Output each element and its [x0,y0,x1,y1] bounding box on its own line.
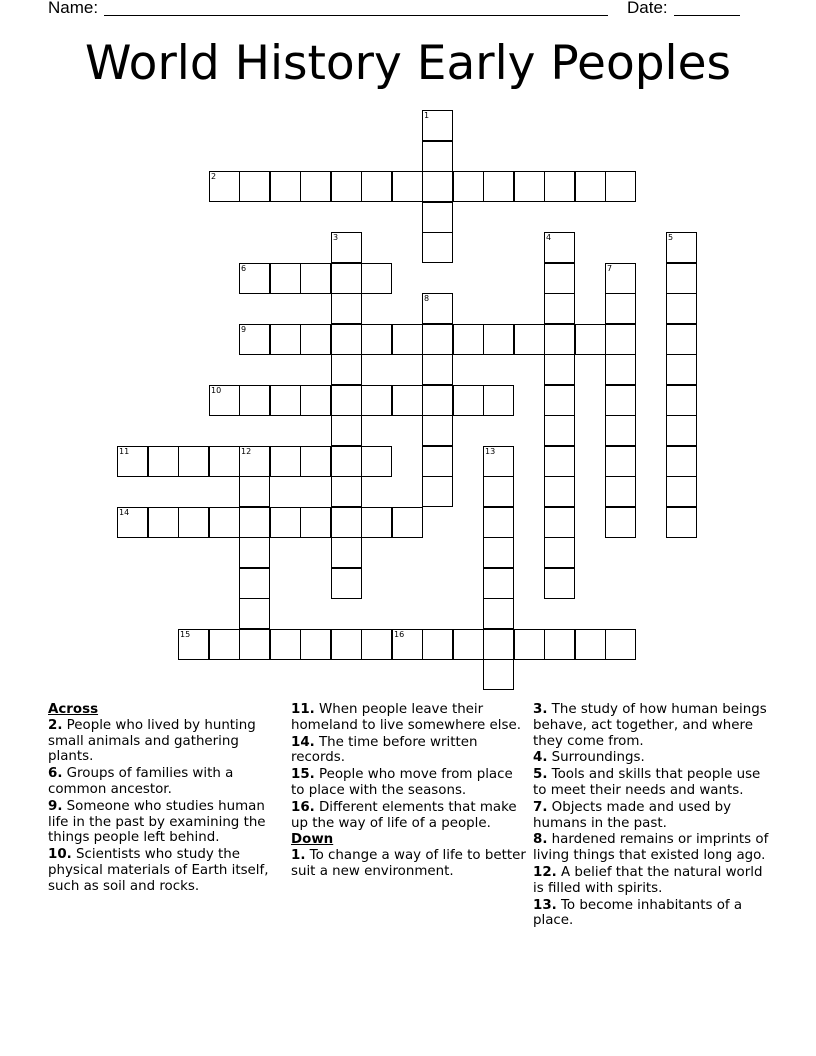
clue-down-3: 3. The study of how human beings behave, act together, and where they come from. [533,702,767,749]
grid-cell[interactable] [239,568,270,599]
grid-cell[interactable] [300,263,331,294]
grid-cell[interactable] [331,324,362,355]
clue-number: 1 [424,111,430,120]
clue-number: 5 [668,233,674,242]
clue-number: 8 [424,294,430,303]
grid-cell[interactable] [605,507,636,538]
grid-cell[interactable] [453,629,484,660]
grid-cell[interactable] [178,507,209,538]
grid-cell[interactable] [605,446,636,477]
grid-cell[interactable] [483,476,514,507]
grid-cell[interactable] [239,629,270,660]
grid-cell[interactable] [239,537,270,568]
clue-across-14: 14. The time before written records. [291,734,478,766]
grid-cell[interactable] [392,507,423,538]
grid-cell[interactable] [422,629,453,660]
grid-cell[interactable] [270,385,301,416]
grid-cell[interactable] [361,263,392,294]
grid-cell[interactable] [575,171,606,202]
grid-cell[interactable] [483,537,514,568]
grid-cell[interactable] [361,171,392,202]
grid-cell[interactable] [666,476,697,507]
grid-cell[interactable] [483,629,514,660]
grid-cell[interactable] [239,385,270,416]
grid-cell[interactable] [483,171,514,202]
clue-number: 2 [211,172,217,181]
clue-across-10: 10. Scientists who study the physical materials of Earth itself, such as soil and rocks. [48,847,269,894]
grid-cell[interactable] [300,629,331,660]
grid-cell[interactable] [270,629,301,660]
grid-cell[interactable] [483,659,514,690]
grid-cell[interactable] [331,232,362,263]
grid-cell[interactable] [300,171,331,202]
grid-cell[interactable] [422,110,453,141]
clue-across-2: 2. People who lived by hunting small animals and gathering plants. [48,717,256,765]
grid-cell[interactable] [544,476,575,507]
grid-cell[interactable] [422,476,453,507]
date-label: Date: [627,0,668,17]
clue-column-3 [533,702,773,930]
grid-cell[interactable] [300,446,331,477]
grid-cell[interactable] [270,446,301,477]
clue-down-5: 5. Tools and skills that people use to meet their needs and wants. [533,767,761,798]
grid-cell[interactable] [331,293,362,324]
clue-down-4: 4. Surroundings. [533,750,645,766]
grid-cell[interactable] [239,476,270,507]
grid-cell[interactable] [300,385,331,416]
clue-number: 14 [119,508,130,517]
grid-cell[interactable] [331,385,362,416]
grid-cell[interactable] [544,171,575,202]
grid-cell[interactable] [605,293,636,324]
grid-cell[interactable] [666,324,697,355]
grid-cell[interactable] [209,507,240,538]
grid-cell[interactable] [544,568,575,599]
grid-cell[interactable] [422,446,453,477]
grid-cell[interactable] [270,507,301,538]
grid-cell[interactable] [605,354,636,385]
clue-number: 13 [485,447,496,456]
grid-cell[interactable] [483,598,514,629]
grid-cell[interactable] [544,232,575,263]
grid-cell[interactable] [483,568,514,599]
clue-across-16: 16. Different elements that make up the way of life of a people. [291,799,517,831]
grid-cell[interactable] [605,385,636,416]
grid-cell[interactable] [666,232,697,263]
grid-cell[interactable] [270,171,301,202]
clue-number: 11 [119,447,130,456]
grid-cell[interactable] [270,324,301,355]
grid-cell[interactable] [331,446,362,477]
grid-cell[interactable] [300,324,331,355]
clue-column-1 [48,702,284,896]
grid-cell[interactable] [666,385,697,416]
name-label: Name: [48,0,99,17]
grid-cell[interactable] [514,171,545,202]
grid-cell[interactable] [422,141,453,172]
clue-down-12: 12. A belief that the natural world is filled with spirits. [533,864,763,896]
clue-number: 9 [241,325,247,334]
grid-cell[interactable] [514,629,545,660]
clue-down-7: 7. Objects made and used by humans in the past. [533,799,732,831]
grid-cell[interactable] [575,629,606,660]
grid-cell[interactable] [544,385,575,416]
grid-cell[interactable] [453,171,484,202]
grid-cell[interactable] [178,446,209,477]
grid-cell[interactable] [331,171,362,202]
grid-cell[interactable] [209,446,240,477]
grid-cell[interactable] [544,354,575,385]
grid-cell[interactable] [666,415,697,446]
clue-number: 4 [546,233,552,242]
clue-across-15: 15. People who move from place to place with the seasons. [291,767,513,798]
grid-cell[interactable] [544,446,575,477]
grid-cell[interactable] [544,263,575,294]
grid-cell[interactable] [331,507,362,538]
grid-cell[interactable] [392,629,423,660]
grid-cell[interactable] [575,324,606,355]
grid-cell[interactable] [605,476,636,507]
page-title: World History Early Peoples [84,36,732,91]
grid-cell[interactable] [361,629,392,660]
grid-cell[interactable] [422,354,453,385]
grid-cell[interactable] [544,415,575,446]
grid-cell[interactable] [544,293,575,324]
grid-cell[interactable] [148,507,179,538]
grid-cell[interactable] [422,324,453,355]
grid-cell[interactable] [453,385,484,416]
grid-cell[interactable] [331,629,362,660]
grid-cell[interactable] [392,385,423,416]
grid-cell[interactable] [178,629,209,660]
grid-cell[interactable] [331,568,362,599]
clue-number: 12 [241,447,252,456]
grid-cell[interactable] [239,263,270,294]
clue-column-2 [291,702,527,881]
grid-cell[interactable] [544,537,575,568]
grid-cell[interactable] [544,507,575,538]
clue-down-1: 1. To change a way of life to better suit a new environment. [291,848,526,879]
clue-number: 10 [211,386,222,395]
across-heading: Across [48,702,99,717]
grid-cell[interactable] [483,385,514,416]
grid-cell[interactable] [239,598,270,629]
grid-cell[interactable] [544,629,575,660]
grid-cell[interactable] [605,629,636,660]
grid-cell[interactable] [453,324,484,355]
grid-cell[interactable] [361,507,392,538]
grid-cell[interactable] [422,171,453,202]
grid-cell[interactable] [422,293,453,324]
grid-cell[interactable] [605,324,636,355]
grid-cell[interactable] [331,537,362,568]
clue-number: 7 [607,264,613,273]
clue-across-6: 6. Groups of families with a common ancestor. [48,766,234,797]
grid-cell[interactable] [239,324,270,355]
clue-number: 6 [241,264,247,273]
grid-cell[interactable] [209,629,240,660]
clue-across-11: 11. When people leave their homeland to live somewhere else. [291,702,521,733]
grid-cell[interactable] [422,415,453,446]
grid-cell[interactable] [666,354,697,385]
grid-cell[interactable] [422,202,453,233]
grid-cell[interactable] [666,293,697,324]
grid-cell[interactable] [605,171,636,202]
clue-across-9: 9. Someone who studies human life in the past by examining the things people left behind. [48,798,266,846]
grid-cell[interactable] [666,446,697,477]
grid-cell[interactable] [209,171,240,202]
grid-cell[interactable] [514,324,545,355]
down-heading: Down [291,832,334,848]
grid-cell[interactable] [392,171,423,202]
grid-cell[interactable] [666,507,697,538]
grid-cell[interactable] [483,324,514,355]
grid-cell[interactable] [331,476,362,507]
clue-down-13: 13. To become inhabitants of a place. [533,897,743,929]
grid-cell[interactable] [361,385,392,416]
grid-cell[interactable] [300,507,331,538]
grid-cell[interactable] [209,385,240,416]
grid-cell[interactable] [239,446,270,477]
grid-cell[interactable] [148,446,179,477]
grid-cell[interactable] [422,232,453,263]
grid-cell[interactable] [422,385,453,416]
grid-cell[interactable] [361,324,392,355]
grid-cell[interactable] [666,263,697,294]
grid-cell[interactable] [117,446,148,477]
grid-cell[interactable] [331,415,362,446]
grid-cell[interactable] [544,324,575,355]
clue-number: 15 [180,630,191,639]
clue-down-8: 8. hardened remains or imprints of living things that existed long ago. [533,832,769,864]
clue-number: 3 [333,233,339,242]
grid-cell[interactable] [331,354,362,385]
grid-cell[interactable] [239,171,270,202]
grid-cell[interactable] [117,507,148,538]
grid-cell[interactable] [270,263,301,294]
grid-cell[interactable] [392,324,423,355]
grid-cell[interactable] [331,263,362,294]
grid-cell[interactable] [605,263,636,294]
grid-cell[interactable] [483,446,514,477]
grid-cell[interactable] [483,507,514,538]
clue-number: 16 [394,630,405,639]
grid-cell[interactable] [605,415,636,446]
grid-cell[interactable] [361,446,392,477]
grid-cell[interactable] [239,507,270,538]
